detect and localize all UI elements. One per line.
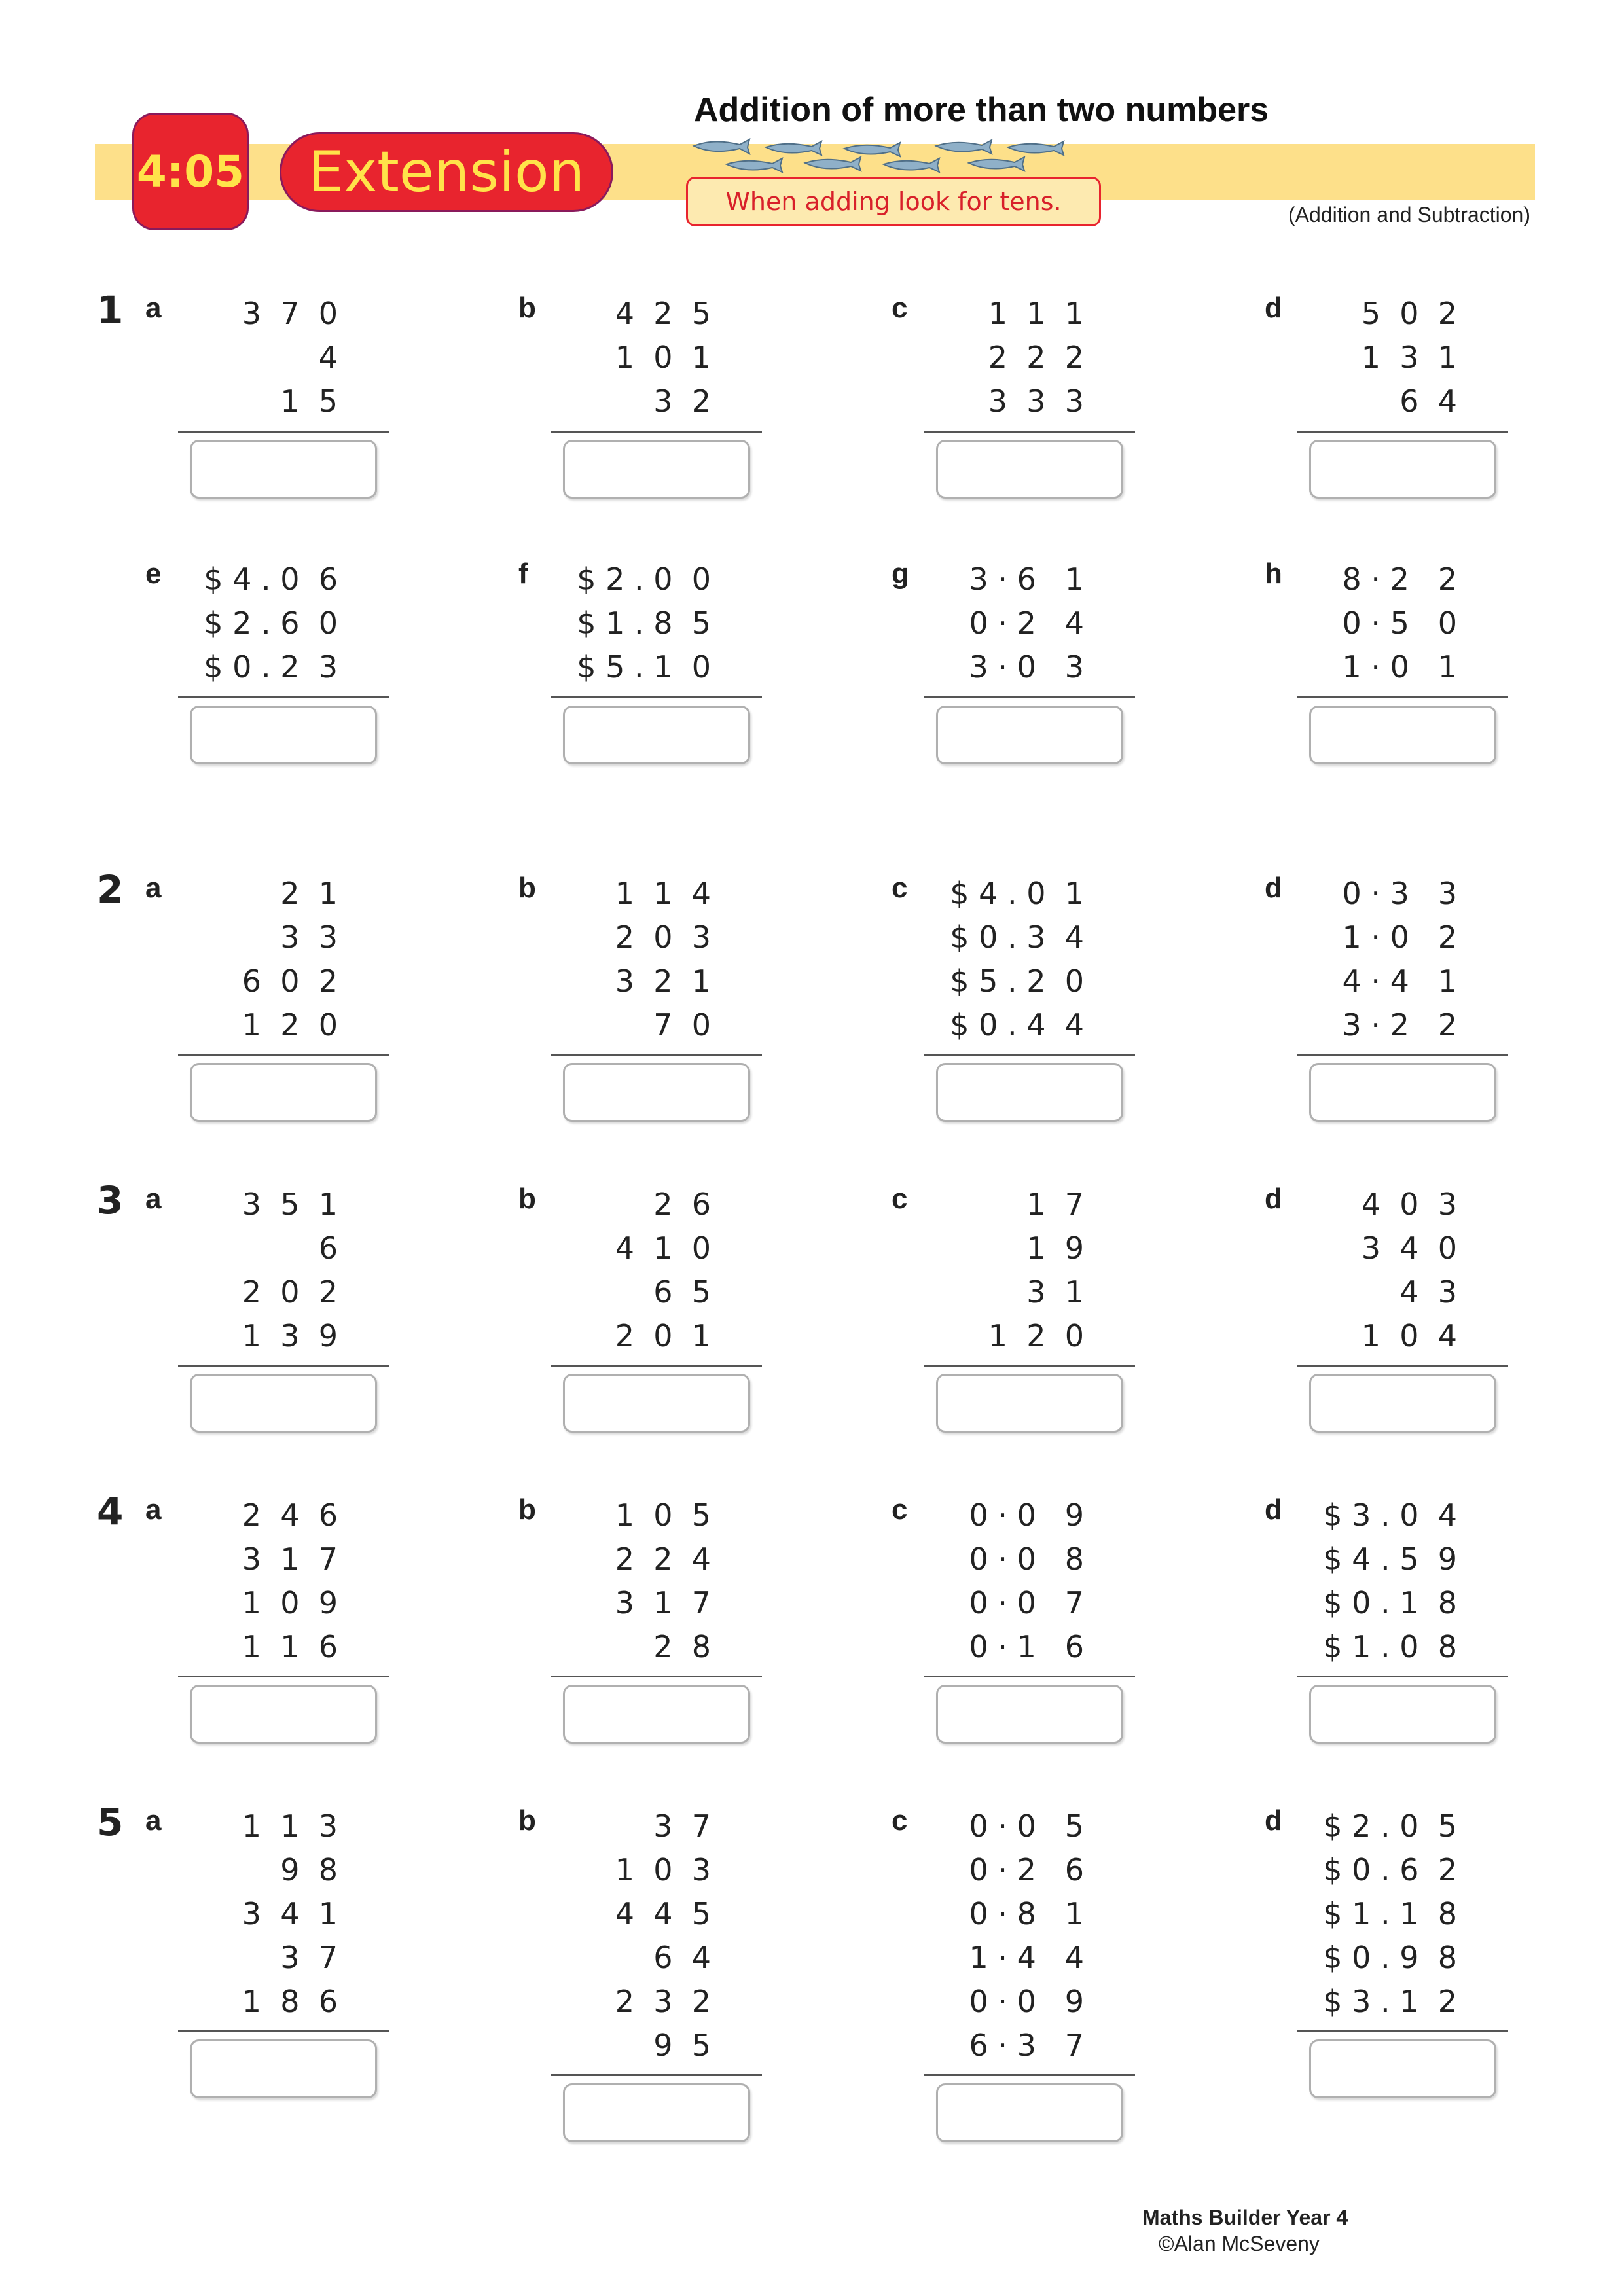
sum-line [1297, 2030, 1508, 2032]
level-label: Extension [308, 139, 585, 205]
addend-row: $ 1 . 1 8 [1323, 1896, 1457, 1931]
addend-row: 4 4 5 [615, 1896, 711, 1931]
sum-line [924, 1676, 1135, 1677]
addend-row: 4 3 [1399, 1274, 1457, 1310]
addend-row: 4 0 3 [1361, 1187, 1457, 1222]
sum-line [178, 2030, 389, 2032]
addend-row: 2 2 2 [988, 340, 1084, 375]
addend-row: 2 8 [653, 1629, 711, 1664]
answer-box[interactable] [190, 440, 377, 499]
answer-box[interactable] [563, 1685, 750, 1744]
problem-label: b [518, 1804, 536, 1837]
addend-row: 1 0 9 [242, 1585, 338, 1621]
addend-row: 1 3 1 [1361, 340, 1457, 375]
answer-box[interactable] [190, 2039, 377, 2098]
lesson-code: 4:05 [136, 146, 245, 197]
problem-label: d [1265, 1804, 1282, 1837]
addend-row: 1 8 6 [242, 1984, 338, 2019]
problem-label: e [145, 558, 162, 590]
addend-row: 3 7 0 [242, 296, 338, 331]
problem-label: d [1265, 1183, 1282, 1215]
problem-label: c [892, 1804, 908, 1837]
sum-line [924, 1054, 1135, 1056]
problem-label: b [518, 872, 536, 904]
addend-row: 0 · 3 3 [1342, 876, 1457, 911]
page-title: Addition of more than two numbers [694, 91, 1269, 129]
addend-row: 3 3 3 [988, 384, 1084, 419]
addend-row: 0 · 0 9 [969, 1498, 1084, 1533]
sum-line [924, 2074, 1135, 2076]
answer-box[interactable] [936, 1374, 1123, 1433]
addend-row: $ 0 . 4 4 [950, 1007, 1084, 1043]
addend-row: 1 0 1 [615, 340, 711, 375]
problem-label: d [1265, 292, 1282, 324]
addend-row: 3 · 2 2 [1342, 1007, 1457, 1043]
addend-row: 1 · 0 2 [1342, 920, 1457, 955]
addend-row: 1 1 6 [242, 1629, 338, 1664]
addend-row: 0 · 0 9 [969, 1984, 1084, 2019]
copyright: ©Alan McSeveny [1159, 2232, 1320, 2255]
problem-label: a [145, 292, 162, 324]
addend-row: 0 · 0 5 [969, 1808, 1084, 1844]
sum-line [178, 696, 389, 698]
addend-row: 0 · 2 4 [969, 605, 1084, 641]
sum-line [551, 1054, 762, 1056]
addend-row: 1 1 3 [242, 1808, 338, 1844]
book-title: Maths Builder Year 4 [1142, 2206, 1348, 2229]
sum-line [551, 696, 762, 698]
tip-text: When adding look for tens. [725, 187, 1062, 216]
addend-row: 1 0 4 [1361, 1318, 1457, 1354]
addend-row: 2 1 [280, 876, 338, 911]
addend-row: 4 · 4 1 [1342, 963, 1457, 999]
addend-row: 2 3 2 [615, 1984, 711, 2019]
addend-row: 1 1 4 [615, 876, 711, 911]
addend-row: $ 3 . 0 4 [1323, 1498, 1457, 1533]
addend-row: 6 0 2 [242, 963, 338, 999]
addend-row: 3 2 [653, 384, 711, 419]
answer-box[interactable] [1309, 440, 1496, 499]
addend-row: $ 2 . 0 5 [1323, 1808, 1457, 1844]
addend-row: 1 3 9 [242, 1318, 338, 1354]
addend-row: 1 1 1 [988, 296, 1084, 331]
addend-row: 9 8 [280, 1852, 338, 1888]
question-number-5: 5 [97, 1800, 124, 1844]
addend-row: 1 5 [280, 384, 338, 419]
addend-row: $ 0 . 6 2 [1323, 1852, 1457, 1888]
answer-box[interactable] [936, 2083, 1123, 2142]
answer-box[interactable] [936, 440, 1123, 499]
sum-line [178, 1676, 389, 1677]
addend-row: 1 9 [1026, 1230, 1084, 1266]
addend-row: 3 2 1 [615, 963, 711, 999]
addend-row: 3 · 6 1 [969, 562, 1084, 597]
addend-row: $ 3 . 1 2 [1323, 1984, 1457, 2019]
answer-box[interactable] [190, 706, 377, 764]
sum-line [551, 1676, 762, 1677]
answer-box[interactable] [190, 1685, 377, 1744]
sum-line [924, 431, 1135, 433]
sum-line [1297, 696, 1508, 698]
addend-row: $ 0 . 3 4 [950, 920, 1084, 955]
answer-box[interactable] [563, 1063, 750, 1122]
addend-row: 6 4 [1399, 384, 1457, 419]
addend-row: 3 3 [280, 920, 338, 955]
question-number-3: 3 [97, 1178, 124, 1223]
problem-label: g [892, 558, 909, 590]
addend-row: 4 [318, 340, 338, 375]
addend-row: $ 2 . 0 0 [577, 562, 711, 597]
problem-label: b [518, 292, 536, 324]
addend-row: 3 1 [1026, 1274, 1084, 1310]
problem-label: h [1265, 558, 1282, 590]
addend-row: 1 · 4 4 [969, 1940, 1084, 1975]
answer-box[interactable] [936, 1063, 1123, 1122]
problem-label: c [892, 872, 908, 904]
addend-row: 4 1 0 [615, 1230, 711, 1266]
addend-row: 6 [318, 1230, 338, 1266]
fish-decoration-icon [687, 134, 1080, 176]
addend-row: 3 7 [280, 1940, 338, 1975]
addend-row: $ 2 . 6 0 [204, 605, 338, 641]
addend-row: $ 0 . 1 8 [1323, 1585, 1457, 1621]
answer-box[interactable] [1309, 2039, 1496, 2098]
addend-row: $ 4 . 0 1 [950, 876, 1084, 911]
addend-row: 3 4 1 [242, 1896, 338, 1931]
answer-box[interactable] [190, 1063, 377, 1122]
sum-line [551, 431, 762, 433]
addend-row: 7 0 [653, 1007, 711, 1043]
problem-label: a [145, 1804, 162, 1837]
addend-row: 3 1 7 [242, 1541, 338, 1577]
sum-line [178, 1365, 389, 1367]
problem-label: a [145, 1183, 162, 1215]
addend-row: $ 4 . 5 9 [1323, 1541, 1457, 1577]
sum-line [551, 2074, 762, 2076]
answer-box[interactable] [563, 440, 750, 499]
sum-line [1297, 1676, 1508, 1677]
addend-row: $ 5 . 2 0 [950, 963, 1084, 999]
addend-row: 1 2 0 [988, 1318, 1084, 1354]
addend-row: $ 1 . 8 5 [577, 605, 711, 641]
sum-line [178, 431, 389, 433]
addend-row: $ 5 . 1 0 [577, 649, 711, 685]
addend-row: 6 4 [653, 1940, 711, 1975]
addend-row: 2 0 2 [242, 1274, 338, 1310]
problem-label: f [518, 558, 528, 590]
lesson-code-badge [132, 113, 249, 230]
addend-row: 5 0 2 [1361, 296, 1457, 331]
problem-label: b [518, 1183, 536, 1215]
addend-row: 1 7 [1026, 1187, 1084, 1222]
answer-box[interactable] [936, 1685, 1123, 1744]
sum-line [924, 696, 1135, 698]
problem-label: c [892, 1494, 908, 1526]
problem-label: a [145, 872, 162, 904]
answer-box[interactable] [190, 1374, 377, 1433]
problem-label: c [892, 1183, 908, 1215]
addend-row: 0 · 2 6 [969, 1852, 1084, 1888]
sum-line [1297, 431, 1508, 433]
problem-label: b [518, 1494, 536, 1526]
addend-row: 2 0 1 [615, 1318, 711, 1354]
addend-row: 0 · 5 0 [1342, 605, 1457, 641]
addend-row: 8 · 2 2 [1342, 562, 1457, 597]
addend-row: $ 0 . 2 3 [204, 649, 338, 685]
addend-row: 3 1 7 [615, 1585, 711, 1621]
question-number-1: 1 [97, 288, 124, 332]
addend-row: 0 · 1 6 [969, 1629, 1084, 1664]
addend-row: 0 · 0 7 [969, 1585, 1084, 1621]
addend-row: 1 · 0 1 [1342, 649, 1457, 685]
tip-box [686, 177, 1101, 226]
addend-row: 2 2 4 [615, 1541, 711, 1577]
question-number-4: 4 [97, 1489, 124, 1534]
addend-row: 4 2 5 [615, 296, 711, 331]
addend-row: 9 5 [653, 2028, 711, 2063]
addend-row: 6 · 3 7 [969, 2028, 1084, 2063]
answer-box[interactable] [1309, 1685, 1496, 1744]
addend-row: 6 5 [653, 1274, 711, 1310]
sum-line [1297, 1365, 1508, 1367]
answer-box[interactable] [1309, 1063, 1496, 1122]
addend-row: $ 1 . 0 8 [1323, 1629, 1457, 1664]
addend-row: $ 4 . 0 6 [204, 562, 338, 597]
answer-box[interactable] [936, 706, 1123, 764]
subtopic-label: (Addition and Subtraction) [1288, 203, 1530, 226]
addend-row: 2 0 3 [615, 920, 711, 955]
answer-box[interactable] [563, 1374, 750, 1433]
sum-line [1297, 1054, 1508, 1056]
sum-line [924, 1365, 1135, 1367]
addend-row: 0 · 0 8 [969, 1541, 1084, 1577]
problem-label: d [1265, 872, 1282, 904]
addend-row: 2 6 [653, 1187, 711, 1222]
problem-label: d [1265, 1494, 1282, 1526]
addend-row: 0 · 8 1 [969, 1896, 1084, 1931]
question-number-2: 2 [97, 867, 124, 912]
addend-row: 3 4 0 [1361, 1230, 1457, 1266]
answer-box[interactable] [563, 706, 750, 764]
addend-row: 3 5 1 [242, 1187, 338, 1222]
sum-line [178, 1054, 389, 1056]
problem-label: c [892, 292, 908, 324]
sum-line [551, 1365, 762, 1367]
addend-row: 2 4 6 [242, 1498, 338, 1533]
answer-box[interactable] [1309, 1374, 1496, 1433]
addend-row: $ 0 . 9 8 [1323, 1940, 1457, 1975]
addend-row: 3 7 [653, 1808, 711, 1844]
answer-box[interactable] [563, 2083, 750, 2142]
addend-row: 1 0 5 [615, 1498, 711, 1533]
addend-row: 1 0 3 [615, 1852, 711, 1888]
addend-row: 3 · 0 3 [969, 649, 1084, 685]
level-badge [280, 132, 613, 212]
problem-label: a [145, 1494, 162, 1526]
addend-row: 1 2 0 [242, 1007, 338, 1043]
answer-box[interactable] [1309, 706, 1496, 764]
